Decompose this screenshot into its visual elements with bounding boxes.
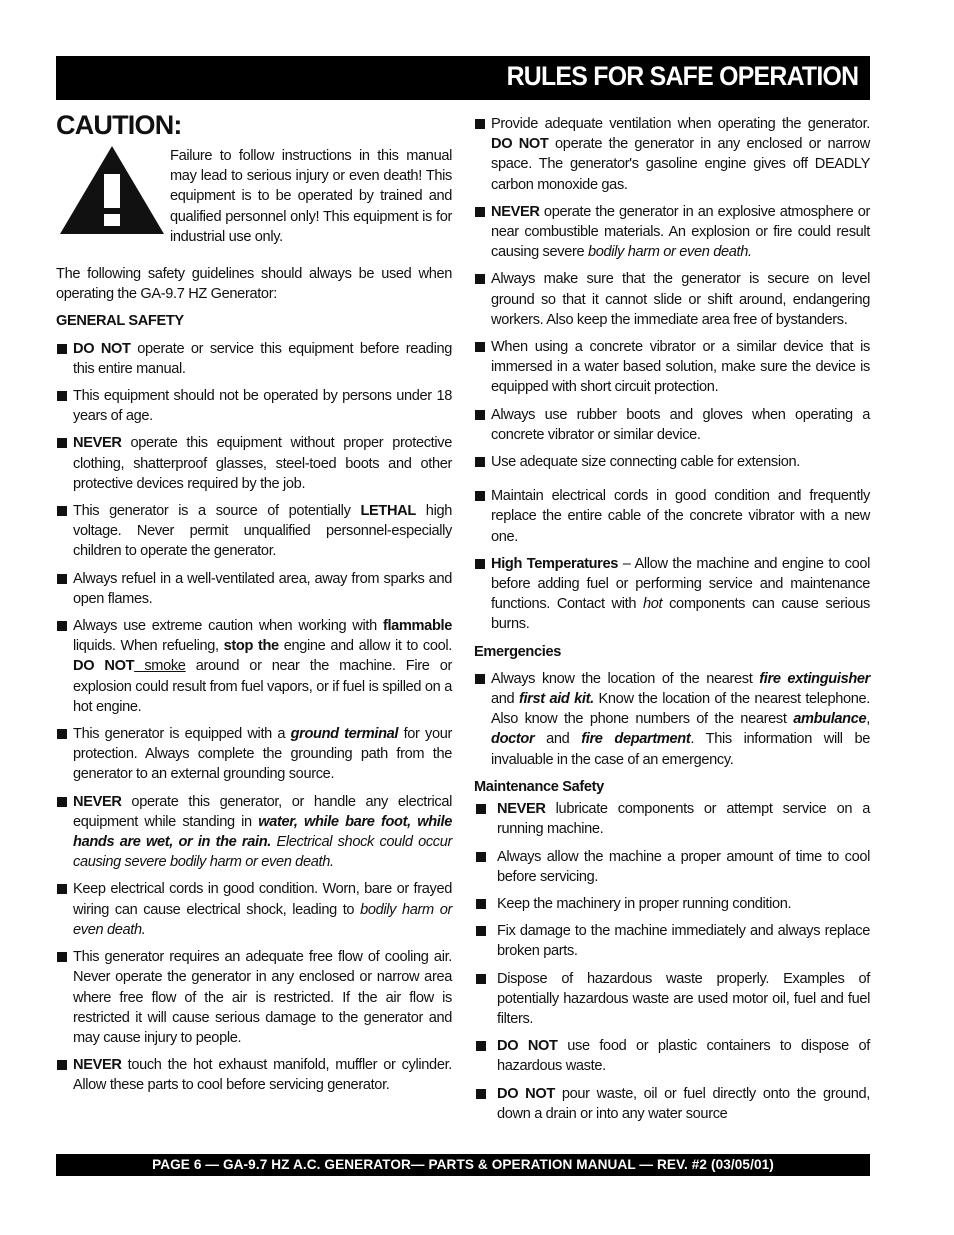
list-item: NEVER operate this generator, or handle any electrical equipment while standing in water, while bare foot, while hands are wet, or in the rain. Electrical shock could occur causing severe bodily harm or even death. xyxy=(56,792,452,873)
list-item: Always make sure that the generator is secure on level ground so that it cannot slide or shift around, endangering workers. Also keep the immediate area free of bystanders. xyxy=(474,269,870,330)
list-item: This generator is a source of potentially LETHAL high voltage. Never permit unqualified personnel-especially children to operate the generator. xyxy=(56,501,452,562)
list-item: NEVER operate this equipment without proper protective clothing, shatterproof glasses, steel-toed boots and other protective devices required by the job. xyxy=(56,433,452,494)
caution-heading: CAUTION: xyxy=(56,110,182,140)
list-item: Maintain electrical cords in good condition and frequently replace the entire cable of the concrete vibrator with a new one. xyxy=(474,486,870,547)
list-item: Keep the machinery in proper running condition. xyxy=(474,894,870,914)
list-item: When using a concrete vibrator or a similar device that is immersed in a water based solution, make sure the device is equipped with short circuit protection. xyxy=(474,337,870,398)
list-item: Dispose of hazardous waste properly. Examples of potentially hazardous waste are used motor oil, fuel and fuel filters. xyxy=(474,969,870,1030)
list-item: This equipment should not be operated by persons under 18 years of age. xyxy=(56,386,452,426)
list-item: This generator requires an adequate free flow of cooling air. Never operate the generator in any enclosed or narrow area where free flow of the air is restricted. If the air flow is restricted it will cause serious damage to the generator and may cause injury to people. xyxy=(56,947,452,1048)
list-item: NEVER touch the hot exhaust manifold, muffler or cylinder. Allow these parts to cool before servicing generator. xyxy=(56,1055,452,1095)
list-item: DO NOT operate or service this equipment before reading this entire manual. xyxy=(56,339,452,379)
general-safety-heading: GENERAL SAFETY xyxy=(56,313,184,330)
list-item: NEVER lubricate components or attempt service on a running machine. xyxy=(474,799,870,839)
list-item: Provide adequate ventilation when operating the generator. DO NOT operate the generator in any enclosed or narrow space. The generator's gasoline engine gives off DEADLY carbon monoxide gas. xyxy=(474,114,870,195)
caution-text: Failure to follow instructions in this manual may lead to serious injury or even death! This equipment is to be operated by trained and qualified personnel only! This equipment is for industrial use only. xyxy=(170,148,452,245)
emergencies-heading: Emergencies xyxy=(474,643,562,660)
list-item: High Temperatures – Allow the machine and engine to cool before adding fuel or performing service and maintenance functions. Contact with hot components can cause serious burns. xyxy=(474,554,870,635)
list-item: Always know the location of the nearest fire extinguisher and first aid kit. Know the location of the nearest telephone. Also know the phone numbers of the nearest ambulance, doctor and fire department. This information will be invaluable in the case of an emergency. xyxy=(474,669,870,770)
maintenance-safety-heading: Maintenance Safety xyxy=(474,778,604,795)
left-column xyxy=(56,110,452,1103)
list-item: DO NOT use food or plastic containers to dispose of hazardous waste. xyxy=(474,1036,870,1076)
caution-block xyxy=(56,146,452,250)
list-item: Fix damage to the machine immediately and always replace broken parts. xyxy=(474,921,870,961)
warning-exclamation-triangle-icon xyxy=(60,146,164,236)
page-title: RULES FOR SAFE OPERATION xyxy=(506,61,858,91)
page-footer-text: PAGE 6 — GA-9.7 HZ A.C. GENERATOR— PARTS & OPERATION MANUAL — REV. #2 (03/05/01) xyxy=(152,1157,774,1172)
page-footer-bar xyxy=(56,1154,870,1176)
list-item: Always use rubber boots and gloves when operating a concrete vibrator or similar device. xyxy=(474,405,870,445)
intro-paragraph: The following safety guidelines should always be used when operating the GA-9.7 HZ Generator: xyxy=(56,266,452,303)
list-item: Keep electrical cords in good condition. Worn, bare or frayed wiring can cause electrical shock, leading to bodily harm or even death. xyxy=(56,879,452,940)
list-item: NEVER operate the generator in an explosive atmosphere or near combustible materials. An explosion or fire could result causing severe bodily harm or even death. xyxy=(474,202,870,263)
list-item: Use adequate size connecting cable for extension. xyxy=(474,452,870,472)
right-column xyxy=(474,114,870,1131)
list-item: DO NOT pour waste, oil or fuel directly onto the ground, down a drain or into any water source xyxy=(474,1084,870,1124)
page-header-bar xyxy=(56,56,870,100)
list-item: This generator is equipped with a ground terminal for your protection. Always complete the grounding path from the generator to an external grounding source. xyxy=(56,724,452,785)
list-item: Always allow the machine a proper amount of time to cool before servicing. xyxy=(474,847,870,887)
list-item: Always use extreme caution when working with flammable liquids. When refueling, stop the engine and allow it to cool. DO NOT smoke around or near the machine. Fire or explosion could result from fuel vapors, or if fuel is spilled on a hot engine. xyxy=(56,616,452,717)
list-item: Always refuel in a well-ventilated area, away from sparks and open flames. xyxy=(56,569,452,609)
